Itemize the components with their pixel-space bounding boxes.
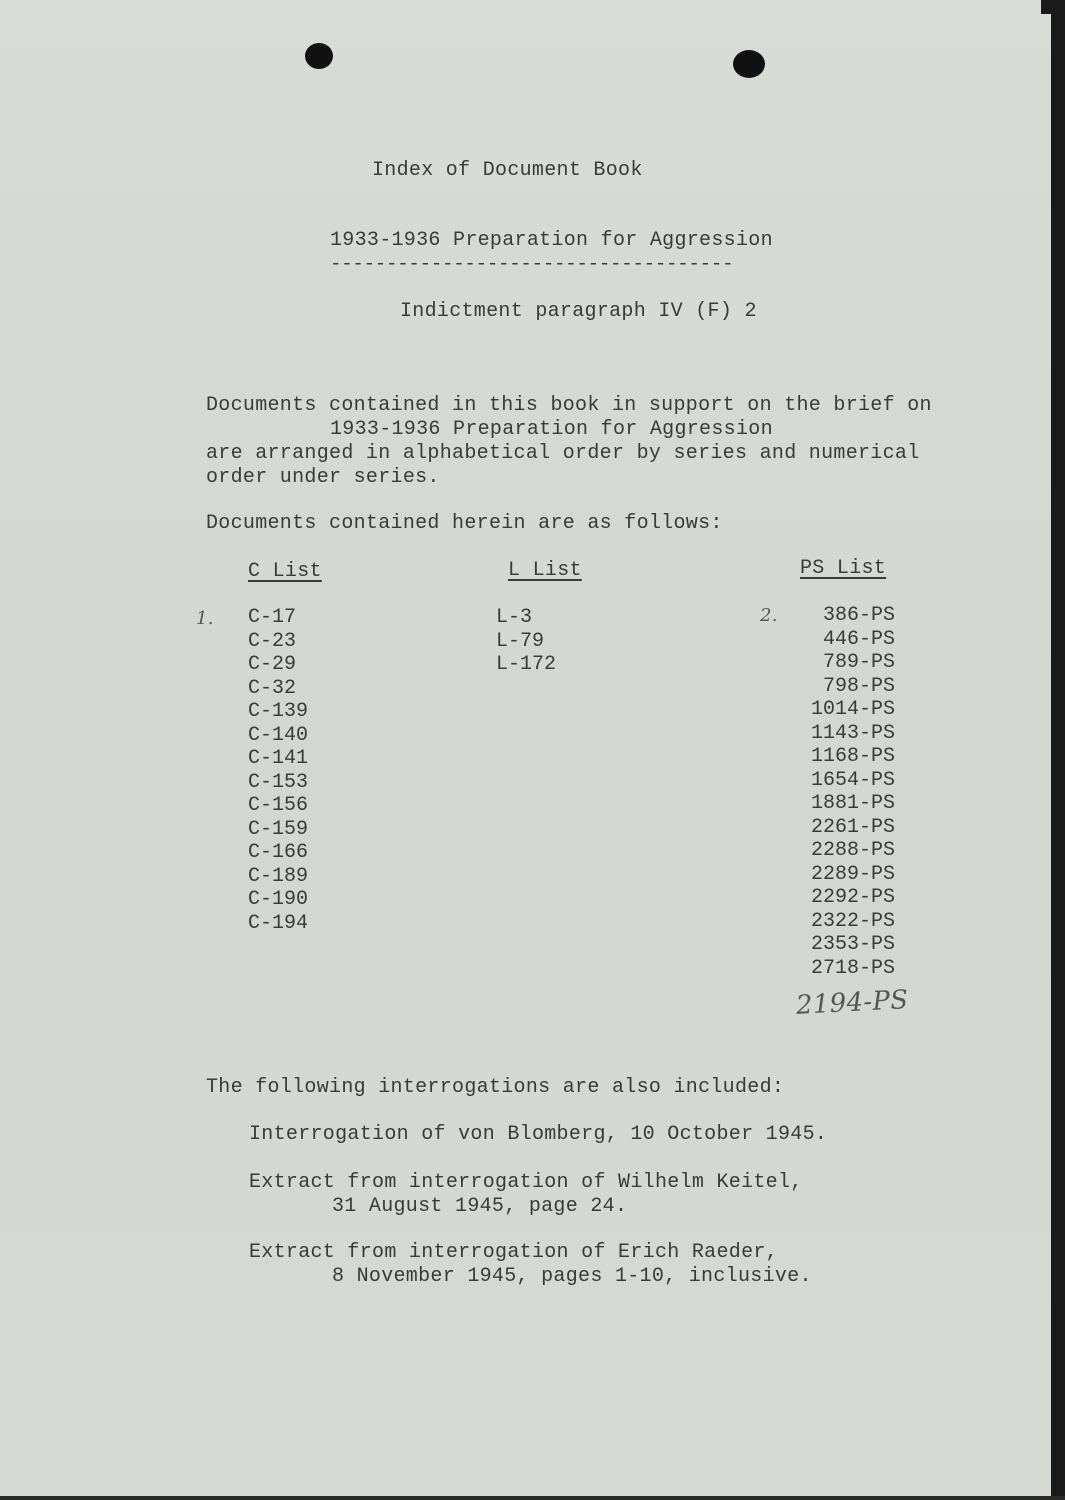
list-item: 1014-PS [810, 698, 895, 721]
handwritten-mark-1: 1. [196, 608, 214, 629]
handwritten-added-entry: 2194-PS [795, 985, 910, 1021]
ps-list-heading: PS List [800, 557, 887, 580]
ps-list [760, 604, 895, 980]
list-item: C-190 [248, 888, 309, 911]
intro-line-3: are arranged in alphabetical order by series and numerical [206, 442, 920, 465]
handwritten-mark-2: 2. [760, 605, 778, 626]
interrogation-item-2-line-2: 31 August 1945, page 24. [332, 1195, 628, 1218]
intro-line-2: 1933-1936 Preparation for Aggression [330, 418, 773, 441]
list-item: C-140 [248, 723, 309, 747]
list-item: 2718-PS [810, 956, 895, 980]
list-item: C-17 [248, 606, 297, 629]
list-item: L-79 [496, 629, 545, 653]
intro-line-1: Documents contained in this book in support on the brief on [206, 394, 932, 417]
list-item: 1143-PS [810, 721, 895, 745]
l-list-heading: L List [508, 559, 582, 582]
list-item: C-189 [248, 864, 309, 888]
punch-hole-right [733, 50, 765, 78]
list-item: C-139 [248, 700, 309, 723]
list-item: C-32 [248, 676, 297, 700]
list-item: 1654-PS [810, 768, 895, 792]
list-item: 2261-PS [810, 815, 895, 839]
contained-heading: Documents contained herein are as follows: [206, 512, 723, 535]
list-item: C-29 [248, 653, 297, 676]
list-item: 2289-PS [810, 862, 895, 886]
list-item: 2353-PS [810, 933, 895, 956]
l-list [496, 606, 556, 677]
list-item: C-166 [248, 841, 309, 864]
interrogation-item-3-line-1: Extract from interrogation of Erich Raeder, [249, 1241, 778, 1264]
interrogation-item-2-line-1: Extract from interrogation of Wilhelm Keitel, [249, 1171, 803, 1194]
document-subtitle: 1933-1936 Preparation for Aggression [330, 229, 773, 252]
page-corner-shadow [1041, 0, 1051, 14]
interrogation-item-1: Interrogation of von Blomberg, 10 October 1945. [249, 1123, 828, 1146]
subtitle-rule: ------------------------------------ [330, 253, 734, 275]
list-item: L-3 [496, 606, 533, 629]
page-bottom-edge [0, 1496, 1065, 1500]
list-item: L-172 [496, 653, 557, 676]
list-item: 1168-PS [810, 745, 895, 768]
list-item: 789-PS [822, 651, 895, 674]
list-item: C-153 [248, 770, 309, 794]
document-title: Index of Document Book [372, 159, 643, 182]
list-item: 2292-PS [810, 886, 895, 909]
list-item: C-159 [248, 817, 309, 841]
list-item: C-156 [248, 794, 309, 817]
list-item: C-141 [248, 747, 309, 770]
list-item: 386-PS [822, 604, 895, 627]
intro-line-4: order under series. [206, 466, 440, 489]
list-item: C-23 [248, 629, 297, 653]
page-edge-shadow [1051, 0, 1065, 1500]
interrogation-item-3-line-2: 8 November 1945, pages 1-10, inclusive. [332, 1265, 812, 1288]
list-item: C-194 [248, 911, 309, 935]
c-list [248, 606, 308, 935]
c-list-heading: C List [248, 560, 322, 583]
list-item: 446-PS [822, 627, 895, 651]
punch-hole-left [305, 43, 333, 69]
list-item: 2322-PS [810, 909, 895, 933]
indictment-line: Indictment paragraph IV (F) 2 [400, 300, 757, 323]
list-item: 2288-PS [810, 839, 895, 862]
interrogations-heading: The following interrogations are also included: [206, 1076, 785, 1099]
list-item: 1881-PS [810, 792, 895, 815]
list-item: 798-PS [822, 674, 895, 698]
